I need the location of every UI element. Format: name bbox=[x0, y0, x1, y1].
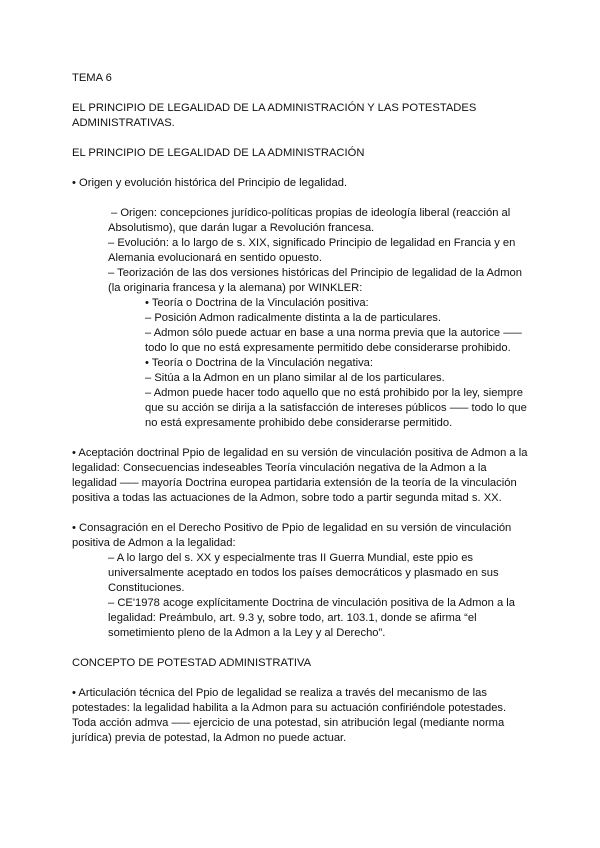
teorizacion-line-1: – Teorización de las dos versiones históricas del Principio de legalidad de la Admon bbox=[108, 267, 522, 279]
vinculacion-positiva-title: • Teoría o Doctrina de la Vinculación positiva: bbox=[145, 297, 369, 309]
tema-label: TEMA 6 bbox=[72, 72, 112, 84]
origen-line-1: – Origen: concepciones jurídico-políticas propias de ideología liberal (reacción al bbox=[111, 207, 511, 219]
evolucion-line-2: Alemania evolucionará en sentido opuesto. bbox=[108, 252, 322, 264]
vinculacion-negativa-item-1: – Sitúa a la Admon en un plano similar al de los particulares. bbox=[145, 372, 445, 384]
consagracion-line-2: positiva de Admon a la legalidad: bbox=[72, 537, 236, 549]
vinculacion-positiva-item-1: – Posición Admon radicalmente distinta a la de particulares. bbox=[145, 312, 442, 324]
bullet-origen-evolucion: • Origen y evolución histórica del Principio de legalidad. bbox=[72, 177, 348, 189]
document-title-line-1: EL PRINCIPIO DE LEGALIDAD DE LA ADMINISTRACIÓN Y LAS POTESTADES bbox=[72, 102, 477, 114]
evolucion-line-1: – Evolución: a lo largo de s. XIX, significado Principio de legalidad en Francia y en bbox=[108, 237, 516, 249]
articulacion-line-4: jurídica) previa de potestad, la Admon no puede actuar. bbox=[72, 732, 347, 744]
aceptacion-line-1: • Aceptación doctrinal Ppio de legalidad en su versión de vinculación positiva de Admon a la bbox=[72, 447, 528, 459]
vinculacion-negativa-item-2c: no está expresamente prohibido debe considerarse permitido. bbox=[145, 417, 453, 429]
consagracion-line-1: • Consagración en el Derecho Positivo de Ppio de legalidad en su versión de vinculación bbox=[72, 522, 512, 534]
origen-line-2: Absolutismo), que darán lugar a Revolución francesa. bbox=[108, 222, 375, 234]
consagracion-a-line-3: Constituciones. bbox=[108, 582, 185, 594]
vinculacion-negativa-item-2a: – Admon puede hacer todo aquello que no está prohibido por la ley, siempre bbox=[145, 387, 523, 399]
consagracion-b-line-3: sometimiento pleno de la Admon a la Ley y al Derecho”. bbox=[108, 627, 386, 639]
section-heading-principio: EL PRINCIPIO DE LEGALIDAD DE LA ADMINISTRACIÓN bbox=[72, 147, 365, 159]
teorizacion-line-2: (la originaria francesa y la alemana) por WINKLER: bbox=[108, 282, 363, 294]
aceptacion-line-2: legalidad: Consecuencias indeseables Teoría vinculación negativa de la Admon a la bbox=[72, 462, 487, 474]
aceptacion-line-3: legalidad ––– mayoría Doctrina europea partidaria extensión de la teoría de la vinculación bbox=[72, 477, 517, 489]
consagracion-b-line-2: legalidad: Preámbulo, art. 9.3 y, sobre todo, art. 103.1, donde se afirma “el bbox=[108, 612, 477, 624]
vinculacion-negativa-title: • Teoría o Doctrina de la Vinculación negativa: bbox=[145, 357, 374, 369]
vinculacion-negativa-item-2b: que su acción se dirija a la satisfacción de intereses públicos ––– todo lo que bbox=[145, 402, 527, 414]
vinculacion-positiva-item-2a: – Admon sólo puede actuar en base a una norma previa que la autorice ––– bbox=[145, 327, 522, 339]
articulacion-line-1: • Articulación técnica del Ppio de legalidad se realiza a través del mecanismo de las bbox=[72, 687, 487, 699]
aceptacion-line-4: positiva a todas las actuaciones de la Admon, sobre todo a partir segunda mitad s. XX. bbox=[72, 492, 502, 504]
consagracion-a-line-2: universalmente aceptado en todos los países democráticos y plasmado en sus bbox=[108, 567, 499, 579]
articulacion-line-2: potestades: la legalidad habilita a la Admon para su actuación confiriéndole potestades. bbox=[72, 702, 507, 714]
vinculacion-positiva-item-2b: todo lo que no está expresamente permitido debe considerarse prohibido. bbox=[145, 342, 511, 354]
section-heading-potestad: CONCEPTO DE POTESTAD ADMINISTRATIVA bbox=[72, 657, 312, 669]
consagracion-a-line-1: – A lo largo del s. XX y especialmente tras II Guerra Mundial, este ppio es bbox=[108, 552, 474, 564]
consagracion-b-line-1: – CE'1978 acoge explícitamente Doctrina de vinculación positiva de la Admon a la bbox=[108, 597, 515, 609]
document-title-line-2: ADMINISTRATIVAS. bbox=[72, 117, 175, 129]
articulacion-line-3: Toda acción admva ––– ejercicio de una potestad, sin atribución legal (mediante norma bbox=[72, 717, 505, 729]
